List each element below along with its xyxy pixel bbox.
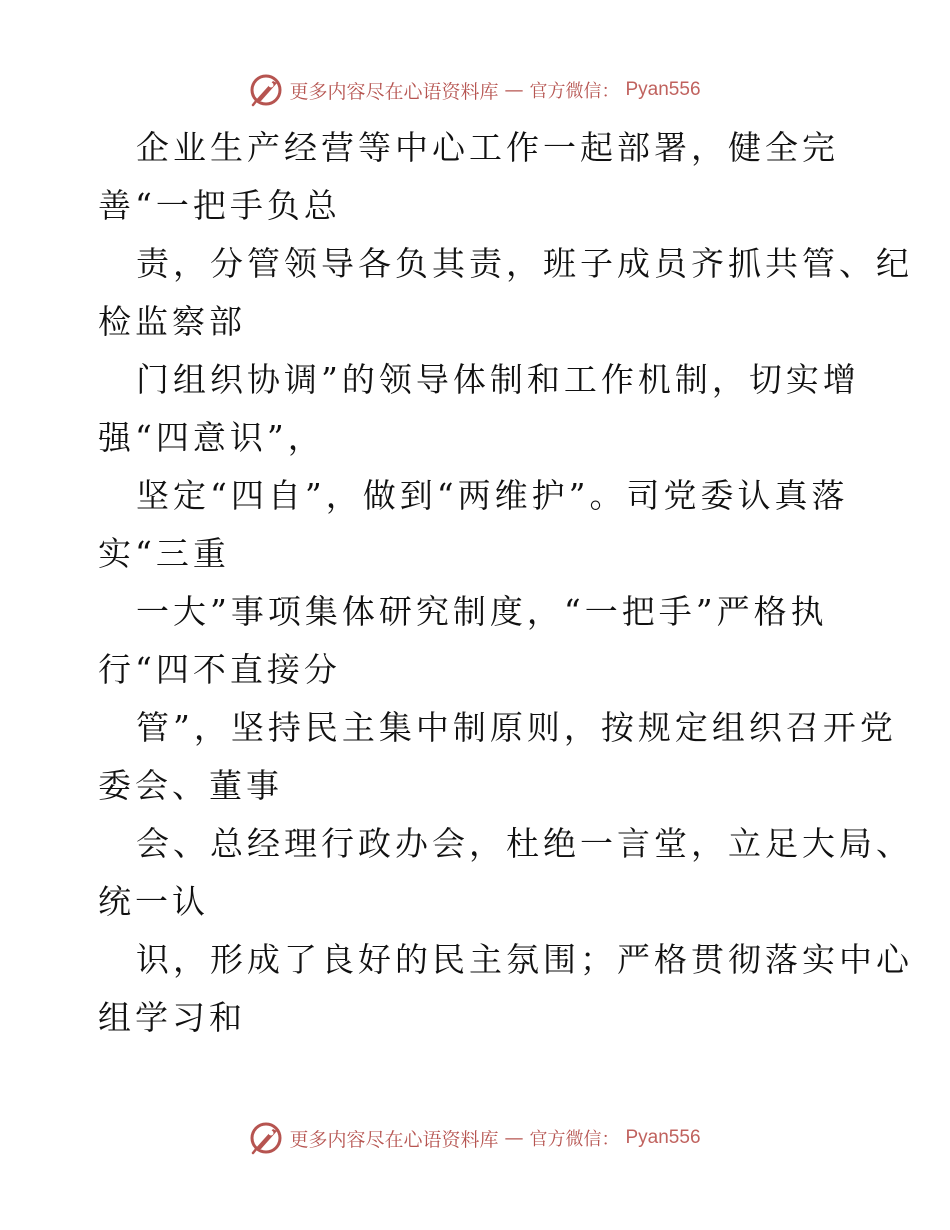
body-line: 检监察部 [98, 302, 246, 341]
body-line: 门组织协调”的领导体制和工作机制，切实增 [136, 360, 860, 399]
body-line: 行“四不直接分 [98, 650, 341, 689]
body-line: 统一认 [98, 882, 209, 921]
body-line: 责，分管领导各负其责，班子成员齐抓共管、纪 [136, 244, 913, 283]
watermark-wechat-handle: Pyan556 [625, 79, 701, 100]
body-line: 强“四意识”， [98, 418, 325, 457]
watermark-main-text: 更多内容尽在心语资料库 [289, 80, 499, 103]
body-line: 企业生产经营等中心工作一起部署，健全完 [136, 128, 839, 167]
quill-pen-logo-icon [249, 1121, 283, 1155]
watermark-separator: — [504, 79, 524, 101]
body-line: 一大”事项集体研究制度，“一把手”严格执 [136, 592, 828, 631]
watermark-wechat-label: 官方微信： [529, 1129, 620, 1150]
quill-pen-logo-icon [249, 73, 283, 107]
header-watermark [0, 70, 950, 110]
footer-watermark [0, 1118, 950, 1158]
watermark-wechat-handle: Pyan556 [625, 1127, 701, 1148]
watermark-separator: — [504, 1127, 524, 1149]
watermark-wechat-label: 官方微信： [529, 81, 620, 102]
body-line: 组学习和 [98, 998, 246, 1037]
watermark-main-text: 更多内容尽在心语资料库 [289, 1128, 499, 1151]
body-line: 管”，坚持民主集中制原则，按规定组织召开党 [136, 708, 897, 747]
body-line: 识，形成了良好的民主氛围；严格贯彻落实中心 [136, 940, 913, 979]
body-line: 委会、董事 [98, 766, 283, 805]
body-line: 坚定“四自”，做到“两维护”。司党委认真落 [136, 476, 849, 515]
body-line: 会、总经理行政办会，杜绝一言堂，立足大局、 [136, 824, 913, 863]
body-line: 实“三重 [98, 534, 230, 573]
body-line: 善“一把手负总 [98, 186, 341, 225]
